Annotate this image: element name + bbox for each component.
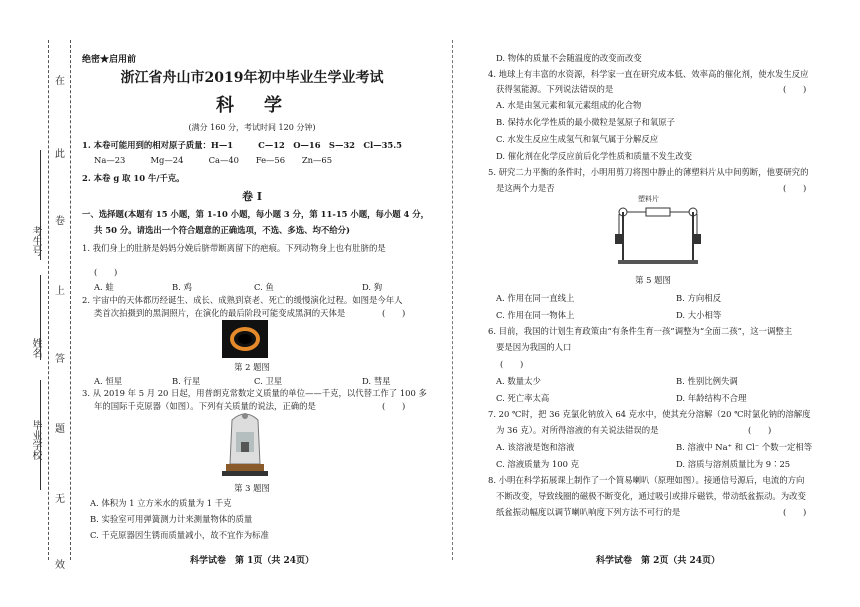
question-8-cont-2: 纸盆振动幅度以调节喇叭响度下列方法不可行的是 [496, 507, 681, 517]
answer-paren: ( ) [382, 401, 406, 411]
option: B. 性别比例失调 [676, 376, 738, 386]
option: B. 保持水化学性质的最小微粒是氢原子和氧原子 [496, 117, 675, 127]
question-6: 6. 目前，我国的计划生育政策由“有条件生育一孩”调整为“全面二孩”，这一调整主 [488, 326, 793, 336]
student-id-label: 考生号 [30, 226, 41, 256]
option: C. 鱼 [254, 282, 274, 292]
figure-3-caption: 第 3 题图 [234, 483, 270, 493]
student-id-underline[interactable] [40, 150, 41, 260]
note-1: 1. 本卷可能用到的相对原子质量：H—1 C—12 O—16 S—32 Cl—35.5 [82, 140, 402, 150]
margin-char: 上 [55, 286, 65, 297]
margin-char: 答 [55, 354, 65, 365]
binding-line-inner [70, 40, 71, 560]
option: C. 死亡率太高 [496, 393, 550, 403]
subject-title: 科 学 [216, 95, 288, 116]
page-2-footer: 科学试卷 第 2页（共 24页） [596, 556, 721, 566]
question-5: 5. 研究二力平衡的条件时，小明用剪刀将图中静止的薄塑料片从中间剪断，他要研究的 [488, 167, 809, 177]
part1-instructions-2: 共 50 分。请选出一个符合题意的正确选项，不选、多选、均不给分) [94, 225, 350, 235]
answer-paren: ( ) [783, 507, 807, 517]
option: C. 千克原器因生锈而质量减小，故不宜作为标准 [90, 530, 269, 540]
question-2: 2. 宇宙中的天体都历经诞生、成长、成熟到衰老、死亡的缓慢演化过程。如图是今年人 [82, 295, 403, 305]
kilogram-prototype-image [222, 412, 268, 478]
answer-paren: ( ) [748, 425, 772, 435]
option: D. 彗星 [362, 376, 391, 386]
secret-label: 绝密★启用前 [82, 55, 137, 65]
school-label: 毕业学校 [30, 420, 41, 460]
question-1: 1. 我们身上的肚脐是妈妈分娩后脐带断离留下的疤痕。下列动物身上也有肚脐的是 [82, 243, 386, 253]
option: B. 行星 [172, 376, 201, 386]
exam-title: 浙江省舟山市2019年初中毕业生学业考试 [120, 70, 384, 86]
option: D. 狗 [362, 282, 383, 292]
option: C. 作用在同一物体上 [496, 310, 575, 320]
option: A. 水是由氢元素和氧元素组成的化合物 [496, 100, 642, 110]
answer-paren: ( ) [94, 267, 118, 277]
answer-paren: ( ) [500, 359, 524, 369]
question-2-cont: 类首次拍摄到的黑洞照片，在演化的最后阶段可能变成黑洞的天体是 [94, 308, 346, 318]
margin-char: 无 [55, 494, 65, 505]
margin-char: 效 [55, 560, 65, 571]
option: B. 溶液中 Na⁺ 和 Cl⁻ 个数一定相等 [676, 442, 813, 452]
question-4: 4. 地球上有丰富的水资源，科学家一直在研究成本低、效率高的催化剂，使水发生反应 [488, 69, 809, 79]
figure-5-caption: 第 5 题图 [635, 275, 671, 285]
figure-2-caption: 第 2 题图 [234, 362, 270, 372]
question-8: 8. 小明在科学拓展课上制作了一个简易喇叭（原理如图）。接通信号源后，电流的方向 [488, 475, 805, 485]
section-title: 卷 I [242, 190, 262, 203]
page-1-footer: 科学试卷 第 1页（共 24页） [190, 556, 315, 566]
plastic-sheet-label: 塑料片 [638, 195, 659, 203]
option: D. 年龄结构不合理 [676, 393, 747, 403]
option: D. 催化剂在化学反应前后化学性质和质量不发生改变 [496, 151, 692, 161]
answer-paren: ( ) [783, 84, 807, 94]
option: A. 体积为 1 立方米水的质量为 1 千克 [90, 498, 232, 508]
question-7: 7. 20 ℃时，把 36 克氯化钠放入 64 克水中，使其充分溶解（20 ℃时氯化钠的溶解度 [488, 409, 811, 419]
option: C. 卫星 [254, 376, 283, 386]
part1-instructions: 一、选择题(本题有 15 小题，第 1-10 小题，每小题 3 分，第 11-15 小题，每小题 4 分， [82, 209, 430, 219]
note-2: 2. 本卷 g 取 10 牛/千克。 [82, 173, 185, 183]
name-underline[interactable] [40, 275, 41, 360]
option: D. 大小相等 [676, 310, 722, 320]
question-3-cont: 年的国际千克原器（如图）。下列有关质量的说法，正确的是 [94, 401, 316, 411]
option: C. 水发生反应生成氢气和氧气属于分解反应 [496, 134, 659, 144]
answer-paren: ( ) [382, 308, 406, 318]
option: D. 溶质与溶剂质量比为 9∶25 [676, 459, 791, 469]
option: A. 该溶液是饱和溶液 [496, 442, 575, 452]
question-8-cont: 不断改变，导致线圈的磁极不断变化，通过吸引或排斥磁铁，带动纸盆振动。为改变 [496, 491, 806, 501]
option: B. 方向相反 [676, 293, 721, 303]
option: A. 作用在同一直线上 [496, 293, 575, 303]
question-3: 3. 从 2019 年 5 月 20 日起，用普朗克常数定义质量的单位——千克，以代替工作了 100 多 [82, 388, 427, 398]
question-7-cont: 为 36 克）。对所得溶液的有关说法错误的是 [496, 425, 659, 435]
question-4-cont: 获得氢能源。下列说法错误的是 [496, 84, 614, 94]
school-underline[interactable] [40, 380, 41, 490]
note-1b: Na—23 Mg—24 Ca—40 Fe—56 Zn—65 [94, 155, 333, 165]
two-force-balance-figure [613, 196, 703, 266]
option: A. 蛙 [94, 282, 114, 292]
margin-char: 在 [55, 76, 65, 87]
page-divider [452, 40, 453, 560]
margin-char: 题 [55, 424, 65, 435]
margin-char: 卷 [55, 216, 65, 227]
question-6-cont: 要是因为我国的人口 [496, 342, 572, 352]
black-hole-image [222, 320, 268, 358]
name-label: 姓名 [30, 338, 41, 358]
option: D. 物体的质量不会随温度的改变而改变 [496, 53, 642, 63]
option: C. 溶液质量为 100 克 [496, 459, 579, 469]
exam-info: (满分 160 分，考试时间 120 分钟) [188, 123, 316, 132]
option: B. 实验室可用弹簧测力计来测量物体的质量 [90, 514, 253, 524]
question-5-cont: 是这两个力是否 [496, 183, 555, 193]
option: A. 数量太少 [496, 376, 541, 386]
option: A. 恒星 [94, 376, 123, 386]
margin-char: 此 [55, 149, 65, 160]
answer-paren: ( ) [783, 183, 807, 193]
option: B. 鸡 [172, 282, 192, 292]
binding-line-outer [48, 40, 49, 560]
